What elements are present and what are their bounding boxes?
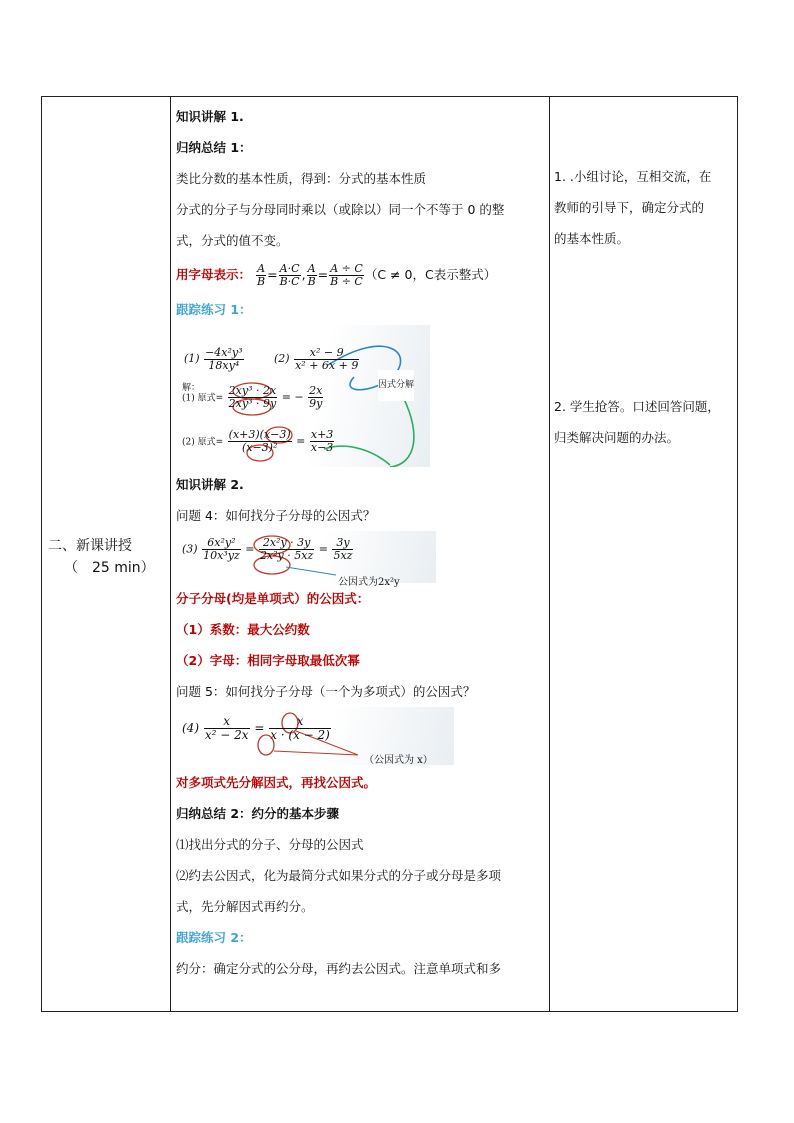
content-column <box>176 101 546 984</box>
solve-label: 解： <box>182 383 201 393</box>
note-line: 教师的引导下，确定分式的 <box>554 200 705 215</box>
example-image-1: (1) $\frac{\text{−4x²y³}}{\text{18xy⁴}}$ (2) $\frac{\text{x² − 9}}{\text{x² + 6x + 9}}$ 解： 因式分解 (1) 原式= $\frac{\text{2xy³ · 2x}}{\text{2xy³ · 9y}}$ = − $\frac{2x}{9y}$ (2) 原式= $\frac{(x+3)(x-3)}{\text{(x−3)²}}$ = $\frac{x+3}{x-3}$ <box>178 325 430 467</box>
practice-title: 跟踪练习 1： <box>176 302 252 317</box>
fraction: $\frac{\text{x² − 9}}{\text{x² + 6x + 9}}$ <box>295 345 359 372</box>
phase-label <box>48 535 155 579</box>
text-line: 式，分式的值不变。 <box>176 233 289 248</box>
factor-note: （公因式为 x） <box>364 755 433 766</box>
practice-title: 跟踪练习 2： <box>176 930 252 945</box>
pointer-line <box>286 567 336 575</box>
factor-note: 公因式为2x²y <box>338 577 400 588</box>
column-divider <box>549 97 550 1011</box>
step-line: ⑵约去公因式，化为最简分式如果分式的分子或分母是多项 <box>176 868 502 883</box>
monomial-rule: （2）字母：相同字母取最低次幂 <box>176 653 360 668</box>
phase-title: 二、新课讲授 <box>48 538 132 554</box>
example-image-4: (4) $\frac{x}{\text{x² − 2x}}$ = $\frac{x}{x \cdot (x - 2)}$ （公因式为 x） <box>178 707 454 765</box>
example-image-3: (3) $\frac{\text{6x²y²}}{\text{10x³yz}}$ = $\frac{\text{2x²y · 3y}}{\text{2x²y · 5xz}}$ = $\frac{3y}{5xz}$ 公因式为2x²y <box>178 531 436 583</box>
fraction: $\frac{\text{−4x²y³}}{\text{18xy⁴}}$ <box>205 345 243 372</box>
section-heading: 知识讲解 2. <box>176 477 244 492</box>
factor-note: 因式分解 <box>378 370 414 401</box>
fraction: $\frac{2x}{9y}$ <box>309 384 323 410</box>
fraction: $\frac{x+3}{x-3}$ <box>310 428 334 454</box>
fraction: $\frac{A}{B}$ <box>257 262 266 288</box>
fraction: $\frac{\text{6x²y²}}{\text{10x³yz}}$ <box>203 536 240 562</box>
fraction: $\frac{A\cdot C}{B\cdot C}$ <box>279 262 300 288</box>
fraction: $\frac{A}{B}$ <box>307 262 316 288</box>
fraction: $\frac{\text{2xy³ · 2x}}{\text{2xy³ · 9y}}$ <box>228 384 277 410</box>
summary-title: 归纳总结 1： <box>176 140 252 155</box>
fraction: $\frac{(x+3)(x-3)}{\text{(x−3)²}}$ <box>228 428 291 454</box>
phase-time: （ 25 min） <box>64 560 155 576</box>
section-heading: 知识讲解 1. <box>176 109 244 124</box>
formula-condition: （C ≠ 0，C表示整式） <box>364 267 497 282</box>
polynomial-tip: 对多项式先分解因式，再找公因式。 <box>176 775 377 790</box>
text-line: 分式的分子与分母同时乘以（或除以）同一个不等于 0 的整 <box>176 202 505 217</box>
monomial-title: 分子分母(均是单项式）的公因式： <box>176 591 370 606</box>
letter-formula: 用字母表示： $\frac{A}{B}$ = $\frac{A\cdot C}{B\cdot C}$ , $\frac{A}{B}$ = $\frac{A \div C}{B \div C}$ （C ≠ 0，C表示整式） <box>176 262 497 288</box>
column-divider <box>170 97 171 1011</box>
pointer-line <box>274 751 358 755</box>
note-line: 1. .小组讨论，互相交流，在 <box>554 169 712 184</box>
question-4: 问题 4：如何找分子分母的公因式？ <box>176 508 376 523</box>
question-5: 问题 5：如何找分子分母（一个为多项式）的公因式？ <box>176 684 476 699</box>
lesson-table <box>41 96 738 1012</box>
phase-column <box>42 97 170 1011</box>
fraction: $\frac{\text{2x²y · 3y}}{\text{2x²y · 5xz}}$ <box>259 536 314 562</box>
note-line: 的基本性质。 <box>554 231 630 246</box>
teacher-notes-1 <box>554 161 734 254</box>
fraction: $\frac{x}{x \cdot (x - 2)}$ <box>270 714 330 742</box>
step-line: 式，先分解因式再约分。 <box>176 899 314 914</box>
step-line: ⑴找出分式的分子、分母的公因式 <box>176 837 364 852</box>
fraction: $\frac{A \div C}{B \div C}$ <box>330 262 363 288</box>
letter-label: 用字母表示： <box>176 267 252 282</box>
fraction: $\frac{3y}{5xz}$ <box>333 536 353 562</box>
summary-title: 归纳总结 2：约分的基本步骤 <box>176 806 340 821</box>
text-line: 类比分数的基本性质，得到：分式的基本性质 <box>176 171 427 186</box>
text-line: 约分：确定分式的公分母，再约去公因式。注意单项式和多 <box>176 961 502 976</box>
fraction: $\frac{x}{\text{x² − 2x}}$ <box>204 714 249 742</box>
note-line: 归类解决问题的办法。 <box>554 430 680 445</box>
note-line: 2. 学生抢答。口述回答问题， <box>554 399 720 414</box>
teacher-notes-2 <box>554 391 734 453</box>
monomial-rule: （1）系数：最大公约数 <box>176 622 310 637</box>
